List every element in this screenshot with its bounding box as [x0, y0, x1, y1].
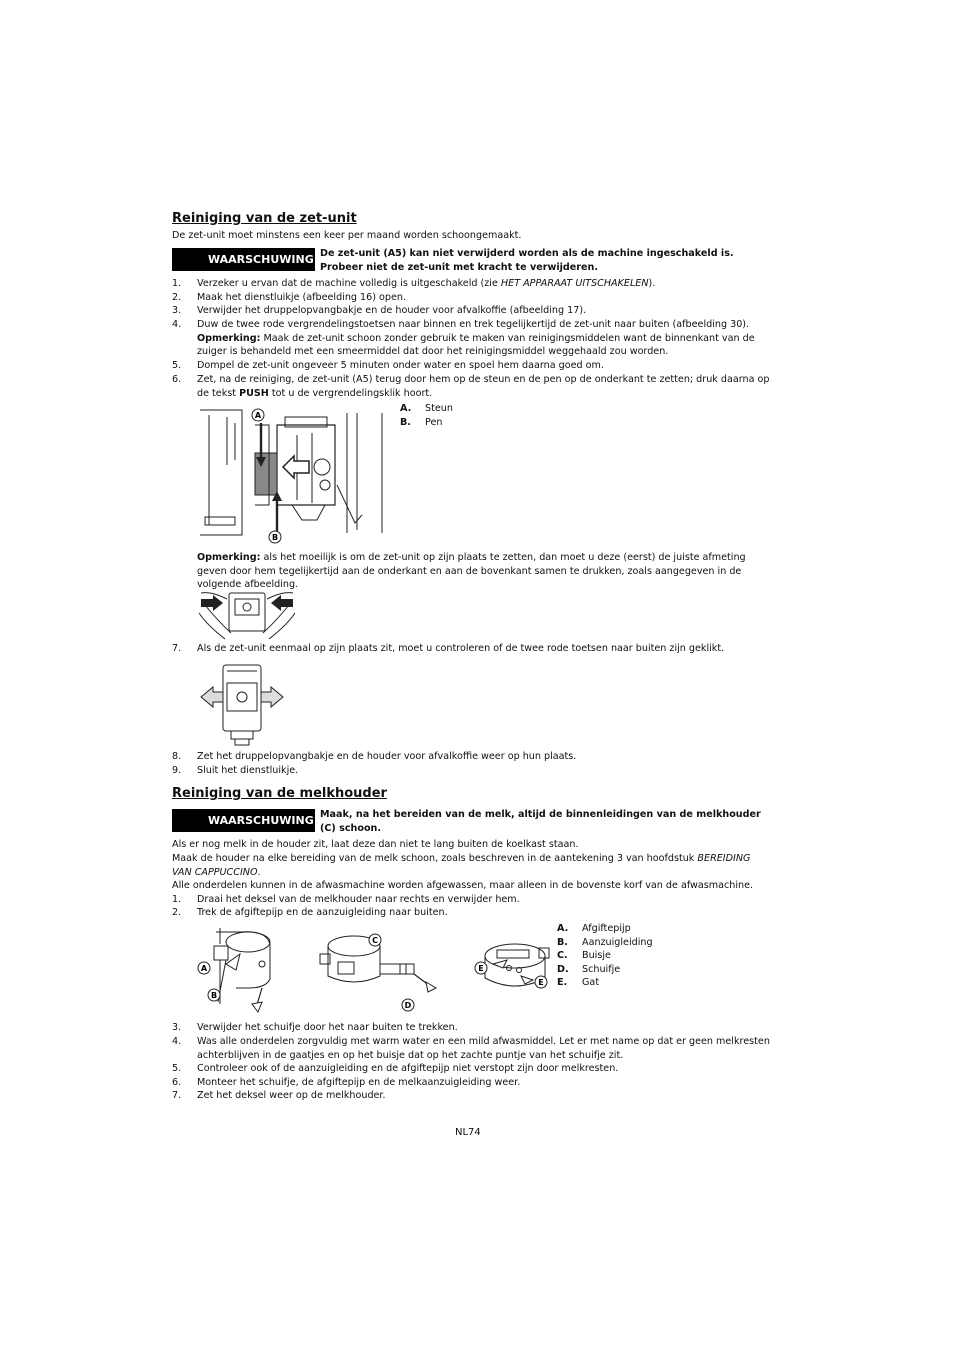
- step-5: Controleer ook of de aanzuigleiding en de afgiftepijp niet verstopt zijn door melkresten.: [197, 1063, 619, 1074]
- step-6: Monteer het schuifje, de afgiftepijp en de melkaanzuigleiding weer.: [197, 1077, 521, 1088]
- step-number: 6.: [172, 374, 182, 385]
- step-number: 2.: [172, 907, 182, 918]
- red-buttons-figure: [199, 659, 285, 747]
- step-number: 1.: [172, 278, 182, 289]
- step-2: Maak het dienstluikje (afbeelding 16) open.: [197, 292, 407, 303]
- brew-unit-figure: [197, 405, 392, 545]
- compress-brew-unit-figure: [197, 585, 297, 643]
- step-number: 4.: [172, 1036, 182, 1047]
- warning-badge: [172, 248, 315, 271]
- legend-value: Pen: [425, 416, 443, 428]
- warning-badge: [172, 809, 315, 832]
- step-number: 3.: [172, 305, 182, 316]
- para-ref: BEREIDING VAN CAPPUCCINO: [172, 853, 751, 878]
- step-5: Dompel de zet-unit ongeveer 5 minuten onder water en spoel hem daarna goed om.: [197, 360, 604, 371]
- push-label: PUSH: [239, 387, 269, 399]
- legend-key: C.: [557, 950, 568, 962]
- step-9: Sluit het dienstluikje.: [197, 765, 299, 776]
- step-text: Duw de twee rode vergrendelingstoetsen naar binnen en trek tegelijkertijd de zet-unit naar buiten (afbeelding 30).: [197, 319, 750, 330]
- note-label: Opmerking:: [197, 332, 261, 344]
- step-number: 2.: [172, 292, 182, 303]
- section-title-milk-container: Reiniging van de melkhouder: [172, 786, 387, 801]
- legend-key: A.: [400, 403, 412, 414]
- note-text: Maak de zet-unit schoon zonder gebruik te maken van reinigingsmiddelen want de binnenkant van de zuiger is behandeld met een smeermiddel dat door het reinigingsmiddel weggehaald zou worden.: [197, 332, 755, 358]
- step-number: 5.: [172, 1063, 182, 1074]
- legend-value: Gat: [582, 977, 600, 989]
- step-number: 8.: [172, 751, 182, 762]
- figure-label-b: B: [271, 533, 279, 542]
- milk-container-figure-3: [473, 938, 553, 998]
- warning-label: WAARSCHUWING: [208, 814, 314, 827]
- legend-key: A.: [557, 923, 569, 934]
- step-7: Zet het deksel weer op de melkhouder.: [197, 1090, 386, 1101]
- warning-text: De zet-unit (A5) kan niet verwijderd worden als de machine ingeschakeld is. Probeer niet de zet-unit met kracht te verwijderen.: [320, 248, 734, 273]
- legend-key: B.: [400, 416, 411, 428]
- warning-text: Maak, na het bereiden van de melk, altijd de binnenleidingen van de melkhouder (C) schoon.: [320, 809, 761, 834]
- step-1: Draai het deksel van de melkhouder naar rechts en verwijder hem.: [197, 894, 520, 905]
- step-note: [197, 332, 772, 359]
- step-text: Verzeker u ervan dat de machine volledig is uitgeschakeld (zie: [197, 278, 501, 289]
- figure-label-e: E: [478, 964, 484, 973]
- step-4: [197, 318, 772, 359]
- legend-value: Steun: [425, 403, 453, 414]
- page-number: NL74: [455, 1127, 481, 1138]
- step-7: Als de zet-unit eenmaal op zijn plaats zit, moet u controleren of de twee rode toetsen naar buiten zijn geklikt.: [197, 643, 725, 654]
- legend-item: [557, 936, 653, 950]
- step-number: 7.: [172, 643, 182, 654]
- step-1: [197, 277, 772, 291]
- figure-legend: [400, 402, 453, 429]
- step-number: 9.: [172, 765, 182, 776]
- legend-key: E.: [557, 977, 568, 989]
- step-number: 7.: [172, 1090, 182, 1101]
- step-3: Verwijder het schuifje door het naar buiten te trekken.: [197, 1022, 458, 1033]
- legend-item: [557, 963, 653, 977]
- figure-label-d: D: [404, 1001, 412, 1010]
- step-number: 3.: [172, 1022, 182, 1033]
- step-number: 4.: [172, 319, 182, 330]
- intro-text: De zet-unit moet minstens een keer per maand worden schoongemaakt.: [172, 230, 522, 241]
- milk-container-figure-1: [196, 924, 276, 1014]
- legend-item: [557, 949, 653, 963]
- step-8: Zet het druppelopvangbakje en de houder voor afvalkoffie weer op hun plaats.: [197, 751, 577, 762]
- step-number: 1.: [172, 894, 182, 905]
- paragraph: Alle onderdelen kunnen in de afwasmachine worden afgewassen, maar alleen in de bovenste korf van de afwasmachine.: [172, 880, 754, 891]
- legend-item: [400, 416, 453, 430]
- step-text: ).: [648, 278, 656, 289]
- legend-value: Afgiftepijp: [582, 923, 631, 934]
- step-number: 6.: [172, 1077, 182, 1088]
- legend-item: [557, 922, 653, 936]
- paragraph: [172, 852, 772, 879]
- legend-value: Schuifje: [582, 963, 621, 975]
- step-number: 5.: [172, 360, 182, 371]
- legend-item: [557, 976, 653, 990]
- para-text: .: [257, 866, 261, 878]
- step-text: Zet, na de reiniging, de zet-unit (A5) terug door hem op de steun en de pen op de onderkant te zetten; druk daarna op de tekst: [197, 374, 770, 399]
- figure-label-a: A: [254, 411, 262, 420]
- paragraph: Als er nog melk in de houder zit, laat deze dan niet te lang buiten de koelkast staan.: [172, 839, 579, 850]
- legend-value: Aanzuigleiding: [582, 936, 653, 948]
- step-4: Was alle onderdelen zorgvuldig met warm water en een mild afwasmiddel. Let er met name op dat er geen melkresten achterblijven in de gaatjes en op het buisje dat op het zachte puntje van het schuifje zit.: [197, 1036, 770, 1061]
- legend-key: B.: [557, 936, 568, 948]
- note-text: als het moeilijk is om de zet-unit op zijn plaats te zetten, dan moet u deze (eerst) de juiste afmeting geven door hem tegelijkertijd aan de onderkant en aan de bovenkant samen te drukken, zoals aangegeven in de volgende afbeelding.: [197, 552, 746, 591]
- legend-item: [400, 402, 453, 416]
- step-ref: HET APPARAAT UITSCHAKELEN: [500, 278, 649, 289]
- figure-label-b: B: [210, 991, 218, 1000]
- figure-legend: [557, 922, 653, 990]
- para-text: Maak de houder na elke bereiding van de melk schoon, zoals beschreven in de aantekening 3 van hoofdstuk: [172, 853, 698, 864]
- note-label: Opmerking:: [197, 552, 261, 563]
- step-text: tot u de vergrendelingsklik hoort.: [268, 387, 433, 399]
- legend-key: D.: [557, 963, 569, 975]
- milk-container-figure-2: [314, 930, 439, 1014]
- legend-value: Buisje: [582, 950, 611, 962]
- figure-label-a: A: [200, 964, 208, 973]
- figure-label-e-2: E: [538, 978, 544, 987]
- step-3: Verwijder het druppelopvangbakje en de houder voor afvalkoffie (afbeelding 17).: [197, 305, 587, 316]
- step-6: [197, 373, 772, 400]
- section-title-brew-unit: Reiniging van de zet-unit: [172, 211, 357, 226]
- figure-label-c: C: [372, 936, 378, 945]
- step-2: Trek de afgiftepijp en de aanzuigleiding naar buiten.: [197, 907, 448, 918]
- warning-label: WAARSCHUWING: [208, 253, 314, 266]
